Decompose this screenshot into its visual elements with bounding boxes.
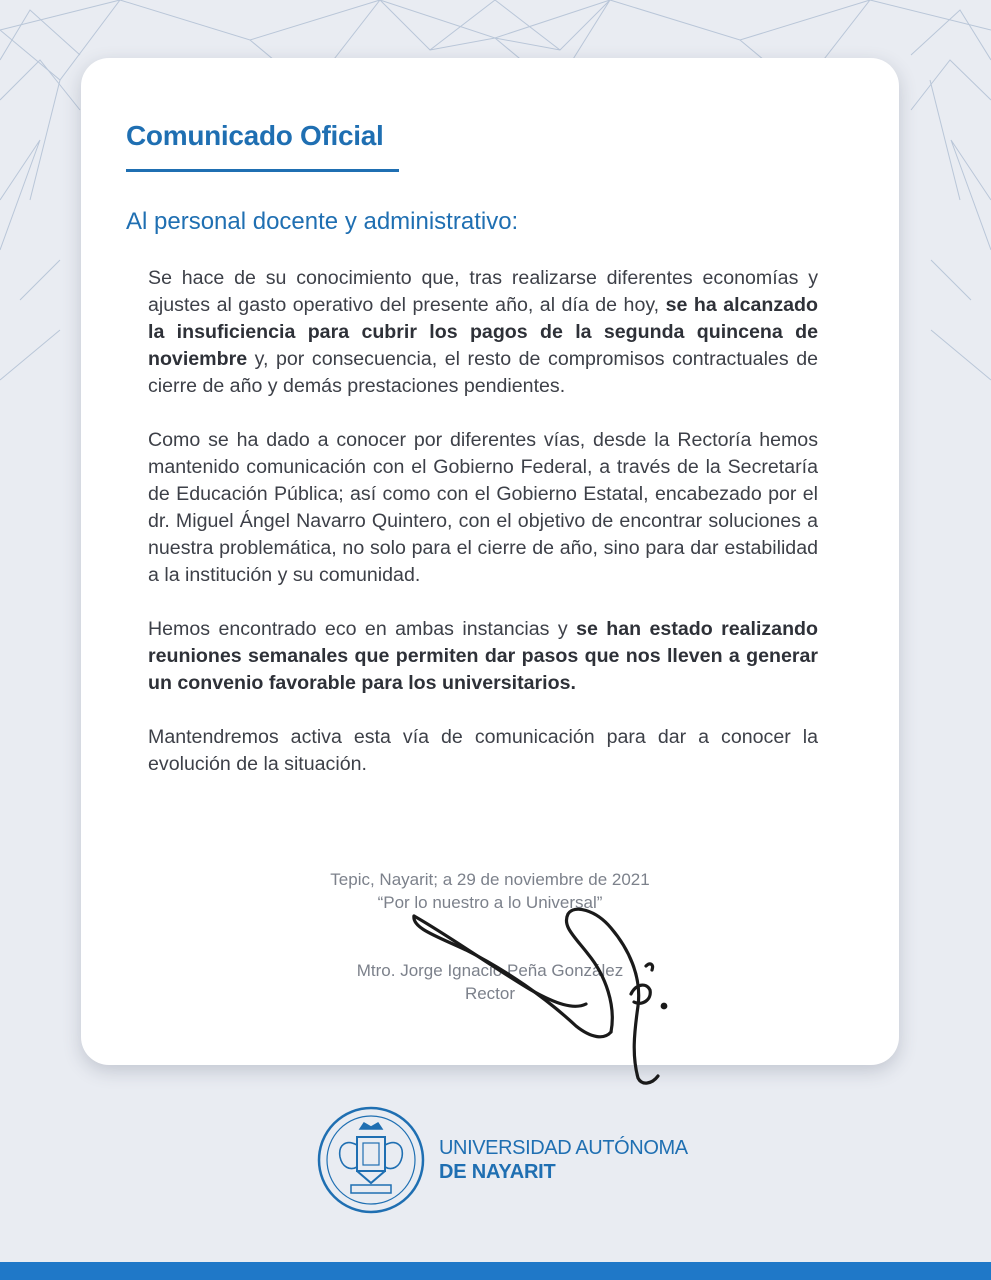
title-underline (126, 169, 399, 172)
page-title: Comunicado Oficial (126, 120, 384, 151)
communique-card (81, 58, 899, 1065)
footer-color-bar (0, 1262, 991, 1280)
addressee-heading: Al personal docente y administrativo: (126, 208, 519, 235)
paragraph-1-emphasis: se ha alcanzado la insuficiencia para cubrir los pagos de la segunda quincena de noviembre (148, 294, 818, 370)
university-name (439, 1136, 688, 1184)
paragraph-1 (148, 265, 818, 400)
university-seal-icon (316, 1105, 426, 1215)
motto: “Por lo nuestro a lo Universal” (377, 893, 603, 912)
signer-name: Mtro. Jorge Ignacio Peña González (356, 961, 624, 980)
paragraph-1-text-a: Se hace de su conocimiento que, tras realizarse diferentes economías y ajustes al gasto operativo del presente año, al día de hoy, (148, 267, 818, 316)
paragraph-2: Como se ha dado a conocer por diferentes vías, desde la Rectoría hemos mantenido comunicación con el Gobierno Federal, a través de la Secretaría de Educación Pública; así como con el Gobierno Estatal, encabezado por el dr. Miguel Ángel Navarro Quintero, con el objetivo de encontrar soluciones a nuestra problemática, no solo para el cierre de año, sino para dar estabilidad a la institución y su comunidad. (148, 429, 818, 586)
paragraph-3-text-a: Hemos encontrado eco en ambas instancias y (148, 618, 577, 640)
paragraph-3 (148, 616, 818, 697)
paragraph-3-emphasis: se han estado realizando reuniones semanales que permiten dar pasos que nos lleven a generar un convenio favorable para los universitarios. (148, 618, 818, 694)
university-name-line-1: UNIVERSIDAD AUTÓNOMA (439, 1137, 688, 1159)
place-date: Tepic, Nayarit; a 29 de noviembre de 2021 (330, 870, 650, 889)
communique-body (148, 265, 818, 805)
paragraph-1-text-c: y, por consecuencia, el resto de compromisos contractuales de cierre de año y demás prestaciones pendientes. (148, 348, 818, 397)
handwritten-signature-icon (406, 906, 676, 1091)
university-name-line-2: DE NAYARIT (439, 1161, 556, 1183)
signer-role: Rector (464, 984, 516, 1003)
paragraph-4: Mantendremos activa esta vía de comunicación para dar a conocer la evolución de la situación. (148, 726, 818, 775)
